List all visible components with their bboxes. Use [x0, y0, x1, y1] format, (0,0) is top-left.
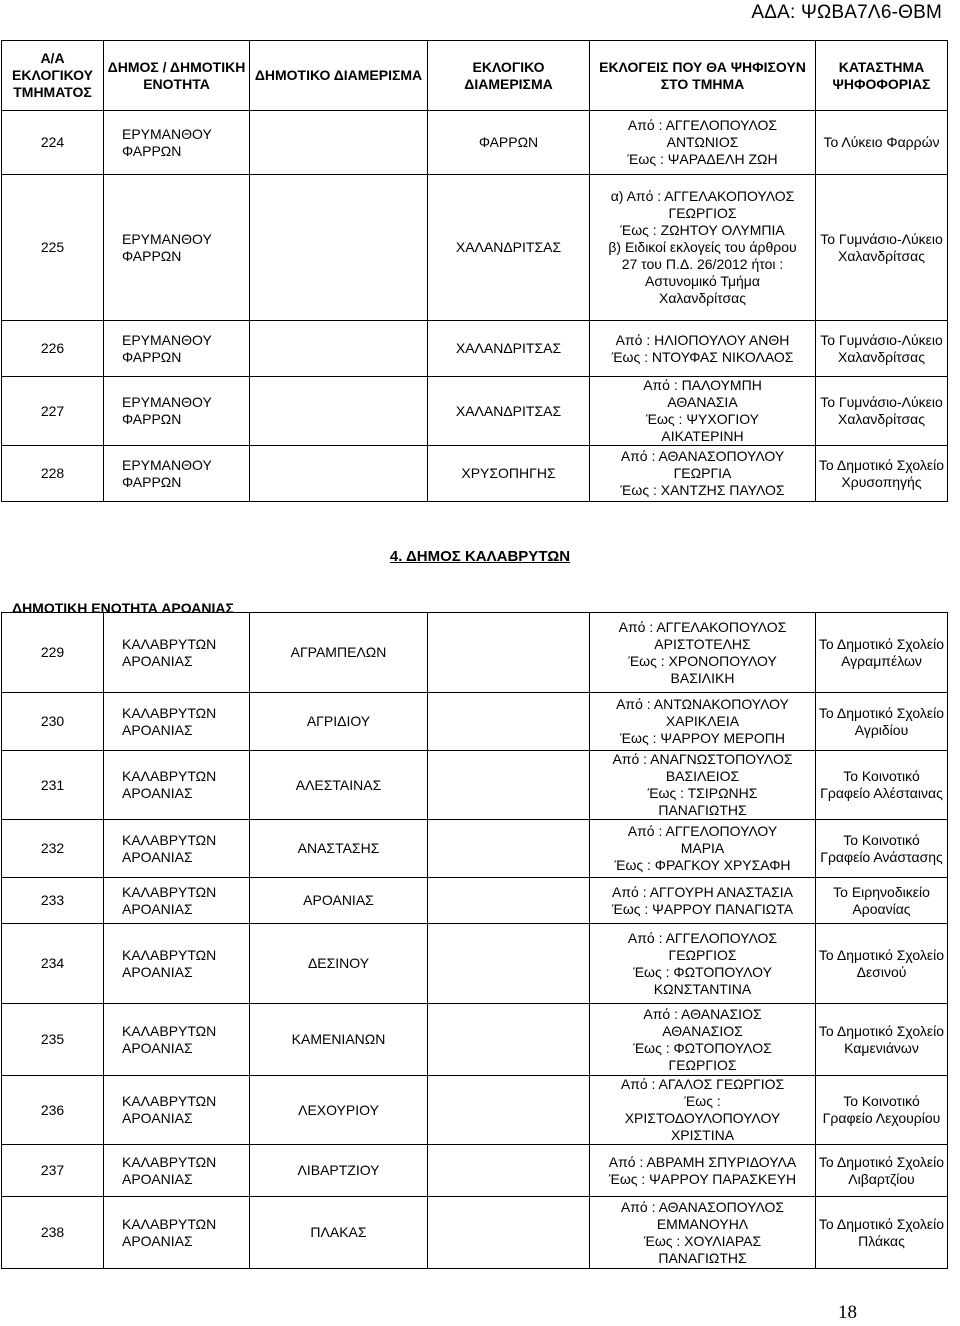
section-title: 4. ΔΗΜΟΣ ΚΑΛΑΒΡΥΤΩΝ [389, 548, 571, 565]
section-number: 228 [2, 446, 104, 502]
voters-line: ΚΩΝΣΤΑΝΤΙΝΑ [653, 980, 752, 997]
voters-line: Έως : ΨΑΡΡΟΥ ΠΑΡΑΣΚΕΥΗ [608, 1170, 797, 1187]
municipal-district [250, 111, 428, 175]
voters-line: 27 του Π.Δ. 26/2012 ήτοι : [621, 256, 784, 272]
polling-station: Το Δημοτικό Σχολείο Δεσινού [816, 924, 948, 1004]
sub-heading: ΔΗΜΟΤΙΚΗ ΕΝΟΤΗΤΑ ΑΡΟΑΝΙΑΣ [12, 600, 234, 616]
voters-line: Από : ΑΝΑΓΝΩΣΤΟΠΟΥΛΟΣ [612, 751, 793, 767]
voters-line: Έως : ΖΩΗΤΟΥ ΟΛΥΜΠΙΑ [620, 222, 785, 238]
table-row [2, 693, 948, 751]
municipal-unit: ΚΑΛΑΒΡΥΤΩΝ ΑΡΟΑΝΙΑΣ [104, 820, 250, 878]
polling-station: Το Ειρηνοδικείο Αροανίας [816, 878, 948, 924]
section-number: 233 [2, 878, 104, 924]
electoral-district: ΑΛΕΣΤΑΙΝΑΣ [250, 751, 428, 820]
table-row [2, 878, 948, 924]
empty-cell [428, 613, 590, 693]
voters-line: Έως : ΧΟΥΛΙΑΡΑΣ [643, 1232, 762, 1249]
electoral-district: ΛΕΧΟΥΡΙΟΥ [250, 1076, 428, 1145]
voters-line: Έως : ΨΑΡΡΟΥ ΠΑΝΑΓΙΩΤΑ [611, 900, 794, 917]
empty-cell [428, 1197, 590, 1269]
table-row [2, 820, 948, 878]
voters-range [590, 924, 816, 1004]
polling-station: Το Γυμνάσιο-Λύκειο Χαλανδρίτσας [816, 175, 948, 321]
voters-line: ΜΑΡΙΑ [680, 840, 725, 856]
empty-cell [428, 1145, 590, 1197]
polling-station: Το Γυμνάσιο-Λύκειο Χαλανδρίτσας [816, 377, 948, 446]
voters-range [590, 693, 816, 751]
table-row [2, 751, 948, 820]
table-row [2, 321, 948, 377]
voters-range [590, 1145, 816, 1197]
voters-line: Από : ΑΒΡΑΜΗ ΣΠΥΡΙΔΟΥΛΑ [608, 1153, 797, 1170]
polling-station: Το Κοινοτικό Γραφείο Λεχουρίου [816, 1076, 948, 1145]
voters-line: α) Από : ΑΓΓΕΛΑΚΟΠΟΥΛΟΣ [610, 188, 795, 204]
empty-cell [428, 878, 590, 924]
voters-line: Από : ΑΘΑΝΑΣΙΟΣ [643, 1005, 762, 1022]
voters-line: Έως : ΦΩΤΟΠΟΥΛΟΣ [633, 1039, 772, 1056]
voters-range [590, 878, 816, 924]
voters-line: ΠΑΝΑΓΙΩΤΗΣ [658, 1249, 747, 1266]
municipal-unit: ΕΡΥΜΑΝΘΟΥ ΦΑΡΡΩΝ [104, 446, 250, 502]
municipal-unit: ΕΡΥΜΑΝΘΟΥ ΦΑΡΡΩΝ [104, 111, 250, 175]
polling-station: Το Δημοτικό Σχολείο Αγραμπέλων [816, 613, 948, 693]
table-header-row [2, 41, 948, 111]
voters-line: Έως : ΨΥΧΟΓΙΟΥ [646, 411, 759, 427]
municipal-unit: ΕΡΥΜΑΝΘΟΥ ΦΑΡΡΩΝ [104, 377, 250, 446]
section-number: 231 [2, 751, 104, 820]
voters-line: Αστυνομικό Τμήμα [645, 273, 760, 289]
electoral-district: ΔΕΣΙΝΟΥ [250, 924, 428, 1004]
municipal-unit: ΚΑΛΑΒΡΥΤΩΝ ΑΡΟΑΝΙΑΣ [104, 751, 250, 820]
table-row [2, 924, 948, 1004]
electoral-district: ΛΙΒΑΡΤΖΙΟΥ [250, 1145, 428, 1197]
municipal-unit: ΚΑΛΑΒΡΥΤΩΝ ΑΡΟΑΝΙΑΣ [104, 613, 250, 693]
col-header-eklogiko: ΕΚΛΟΓΙΚΟ ΔΙΑΜΕΡΙΣΜΑ [428, 41, 590, 111]
table-row [2, 111, 948, 175]
voters-range [590, 613, 816, 693]
polling-station: Το Δημοτικό Σχολείο Λιβαρτζίου [816, 1145, 948, 1197]
table-row [2, 175, 948, 321]
voters-line: ΑΙΚΑΤΕΡΙΝΗ [661, 428, 744, 444]
voters-line: ΓΕΩΡΓΙΑ [673, 465, 732, 481]
municipal-unit: ΚΑΛΑΒΡΥΤΩΝ ΑΡΟΑΝΙΑΣ [104, 693, 250, 751]
col-header-station: ΚΑΤΑΣΤΗΜΑ ΨΗΦΟΦΟΡΙΑΣ [816, 41, 948, 111]
polling-station: Το Δημοτικό Σχολείο Πλάκας [816, 1197, 948, 1269]
page-number: 18 [838, 1302, 857, 1323]
electoral-district: ΑΡΟΑΝΙΑΣ [250, 878, 428, 924]
voters-range [590, 175, 816, 321]
section-number: 225 [2, 175, 104, 321]
municipal-unit: ΕΡΥΜΑΝΘΟΥ ΦΑΡΡΩΝ [104, 321, 250, 377]
voters-line: Από : ΑΓΓΕΛΟΠΟΥΛΟΣ [627, 929, 778, 946]
col-header-dimos: ΔΗΜΟΣ / ΔΗΜΟΤΙΚΗ ΕΝΟΤΗΤΑ [104, 41, 250, 111]
section-number: 238 [2, 1197, 104, 1269]
voters-range [590, 377, 816, 446]
voters-range [590, 751, 816, 820]
polling-station: Το Δημοτικό Σχολείο Καμενιάνων [816, 1004, 948, 1076]
voters-range [590, 111, 816, 175]
voters-line: Έως : ΨΑΡΑΔΕΛΗ ΖΩΗ [627, 151, 778, 167]
electoral-district: ΦΑΡΡΩΝ [428, 111, 590, 175]
voters-line: Από : ΑΓΓΕΛΑΚΟΠΟΥΛΟΣ [618, 618, 787, 635]
electoral-district: ΧΑΛΑΝΔΡΙΤΣΑΣ [428, 175, 590, 321]
section-number: 224 [2, 111, 104, 175]
voters-line: Έως : ΦΡΑΓΚΟΥ ΧΡΥΣΑΦΗ [614, 857, 791, 873]
polling-station: Το Δημοτικό Σχολείο Αγριδίου [816, 693, 948, 751]
section-number: 226 [2, 321, 104, 377]
voters-line: ΓΕΩΡΓΙΟΣ [668, 946, 737, 963]
voters-line: Έως : [684, 1093, 721, 1109]
polling-table-bottom [1, 612, 948, 1269]
municipal-district [250, 446, 428, 502]
section-number: 237 [2, 1145, 104, 1197]
municipal-unit: ΚΑΛΑΒΡΥΤΩΝ ΑΡΟΑΝΙΑΣ [104, 1004, 250, 1076]
ada-code: ΑΔΑ: ΨΩΒΑ7Λ6-ΘΒΜ [751, 2, 942, 23]
polling-station: Το Κοινοτικό Γραφείο Αλέσταινας [816, 751, 948, 820]
voters-range [590, 321, 816, 377]
electoral-district: ΧΑΛΑΝΔΡΙΤΣΑΣ [428, 321, 590, 377]
voters-line: ΓΕΩΡΓΙΟΣ [668, 205, 737, 221]
voters-line: Από : ΑΘΑΝΑΣΟΠΟΥΛΟΣ [620, 1198, 785, 1215]
voters-range [590, 1004, 816, 1076]
voters-line: Έως : ΨΑΡΡΟΥ ΜΕΡΟΠΗ [620, 730, 785, 746]
polling-station: Το Κοινοτικό Γραφείο Ανάστασης [816, 820, 948, 878]
voters-line: ΧΡΙΣΤΙΝΑ [670, 1127, 735, 1143]
empty-cell [428, 820, 590, 878]
section-number: 234 [2, 924, 104, 1004]
voters-line: ΧΑΡΙΚΛΕΙΑ [665, 713, 740, 729]
voters-line: Έως : ΝΤΟΥΦΑΣ ΝΙΚΟΛΑΟΣ [611, 348, 794, 365]
section-number: 235 [2, 1004, 104, 1076]
section-number: 229 [2, 613, 104, 693]
voters-line: ΒΑΣΙΛΕΙΟΣ [665, 768, 740, 784]
voters-line: Έως : ΤΣΙΡΩΝΗΣ [647, 785, 758, 801]
voters-line: ΕΜΜΑΝΟΥΗΛ [656, 1215, 749, 1232]
col-header-voters: ΕΚΛΟΓΕΙΣ ΠΟΥ ΘΑ ΨΗΦΙΣΟΥΝ ΣΤΟ ΤΜΗΜΑ [590, 41, 816, 111]
section-number: 230 [2, 693, 104, 751]
empty-cell [428, 924, 590, 1004]
voters-line: ΑΝΤΩΝΙΟΣ [666, 134, 739, 150]
voters-line: ΧΡΙΣΤΟΔΟΥΛΟΠΟΥΛΟΥ [624, 1110, 781, 1126]
voters-line: ΠΑΝΑΓΙΩΤΗΣ [658, 802, 747, 818]
table-row [2, 1004, 948, 1076]
table-row [2, 1076, 948, 1145]
section-number: 232 [2, 820, 104, 878]
voters-line: Από : ΑΘΑΝΑΣΟΠΟΥΛΟΥ [620, 448, 785, 464]
municipal-unit: ΚΑΛΑΒΡΥΤΩΝ ΑΡΟΑΝΙΑΣ [104, 1145, 250, 1197]
voters-line: ΓΕΩΡΓΙΟΣ [668, 1056, 737, 1073]
voters-line: Από : ΑΝΤΩΝΑΚΟΠΟΥΛΟΥ [616, 696, 789, 712]
table-row [2, 446, 948, 502]
voters-line: Από : ΗΛΙΟΠΟΥΛΟΥ ΑΝΘΗ [615, 331, 790, 348]
col-header-aa: Α/Α ΕΚΛΟΓΙΚΟΥ ΤΜΗΜΑΤΟΣ [2, 41, 104, 111]
voters-line: β) Ειδικοί εκλογείς του άρθρου [608, 239, 797, 255]
section-number: 236 [2, 1076, 104, 1145]
municipal-district [250, 175, 428, 321]
voters-line: Από : ΑΓΓΕΛΟΠΟΥΛΟΣ [627, 117, 778, 133]
municipal-unit: ΚΑΛΑΒΡΥΤΩΝ ΑΡΟΑΝΙΑΣ [104, 924, 250, 1004]
voters-line: ΒΑΣΙΛΙΚΗ [670, 669, 735, 686]
voters-line: Από : ΑΓΓΟΥΡΗ ΑΝΑΣΤΑΣΙΑ [612, 883, 793, 900]
table-row [2, 613, 948, 693]
table-row [2, 377, 948, 446]
electoral-district: ΧΑΛΑΝΔΡΙΤΣΑΣ [428, 377, 590, 446]
table-row [2, 1145, 948, 1197]
empty-cell [428, 751, 590, 820]
electoral-district: ΑΓΡΑΜΠΕΛΩΝ [250, 613, 428, 693]
electoral-district: ΧΡΥΣΟΠΗΓΗΣ [428, 446, 590, 502]
municipal-unit: ΕΡΥΜΑΝΘΟΥ ΦΑΡΡΩΝ [104, 175, 250, 321]
polling-table-top [1, 40, 948, 502]
voters-range [590, 1076, 816, 1145]
empty-cell [428, 1076, 590, 1145]
municipal-district [250, 321, 428, 377]
voters-range [590, 1197, 816, 1269]
polling-station: Το Γυμνάσιο-Λύκειο Χαλανδρίτσας [816, 321, 948, 377]
electoral-district: ΠΛΑΚΑΣ [250, 1197, 428, 1269]
electoral-district: ΑΓΡΙΔΙΟΥ [250, 693, 428, 751]
polling-station: Το Λύκειο Φαρρών [816, 111, 948, 175]
empty-cell [428, 1004, 590, 1076]
voters-line: ΑΘΑΝΑΣΙΑ [667, 394, 738, 410]
electoral-district: ΑΝΑΣΤΑΣΗΣ [250, 820, 428, 878]
col-header-dimotiko: ΔΗΜΟΤΙΚΟ ΔΙΑΜΕΡΙΣΜΑ [250, 41, 428, 111]
voters-line: Από : ΑΓΑΛΟΣ ΓΕΩΡΓΙΟΣ [620, 1076, 785, 1092]
voters-range [590, 820, 816, 878]
electoral-district: ΚΑΜΕΝΙΑΝΩΝ [250, 1004, 428, 1076]
voters-line: ΑΡΙΣΤΟΤΕΛΗΣ [654, 635, 751, 652]
voters-line: Έως : ΦΩΤΟΠΟΥΛΟΥ [633, 963, 772, 980]
voters-line: Έως : ΧΡΟΝΟΠΟΥΛΟΥ [628, 652, 777, 669]
section-number: 227 [2, 377, 104, 446]
municipal-district [250, 377, 428, 446]
voters-line: Χαλανδρίτσας [659, 290, 746, 306]
empty-cell [428, 693, 590, 751]
voters-line: Από : ΠΑΛΟΥΜΠΗ [643, 377, 762, 393]
voters-range [590, 446, 816, 502]
municipal-unit: ΚΑΛΑΒΡΥΤΩΝ ΑΡΟΑΝΙΑΣ [104, 1197, 250, 1269]
municipal-unit: ΚΑΛΑΒΡΥΤΩΝ ΑΡΟΑΝΙΑΣ [104, 878, 250, 924]
polling-station: Το Δημοτικό Σχολείο Χρυσοπηγής [816, 446, 948, 502]
voters-line: ΑΘΑΝΑΣΙΟΣ [662, 1022, 743, 1039]
voters-line: Έως : ΧΑΝΤΖΗΣ ΠΑΥΛΟΣ [620, 482, 785, 498]
table-row [2, 1197, 948, 1269]
municipal-unit: ΚΑΛΑΒΡΥΤΩΝ ΑΡΟΑΝΙΑΣ [104, 1076, 250, 1145]
voters-line: Από : ΑΓΓΕΛΟΠΟΥΛΟΥ [627, 823, 778, 839]
